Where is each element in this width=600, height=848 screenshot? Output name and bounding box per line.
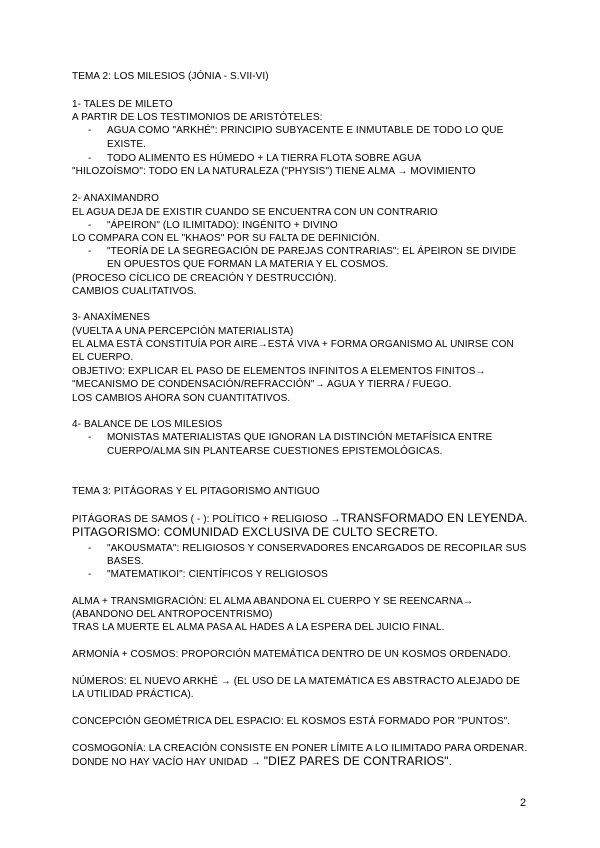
tales-hilozoismo: "HILOZOÍSMO": TODO EN LA NATURALEZA ("PHYSIS") TIENE ALMA → MOVIMIENTO: [72, 166, 476, 177]
balance-bullet-1-cont: CUERPO/ALMA SIN PLANTEARSE CUESTIONES EPISTEMOLÓGICAS.: [107, 446, 443, 457]
tales-bullet-1-cont: EXISTE.: [107, 139, 147, 150]
bullet-dash: -: [88, 432, 92, 443]
anaximandro-heading: 2- ANAXIMANDRO: [72, 193, 159, 204]
anaximenes-line-6: LOS CAMBIOS AHORA SON CUANTITATIVOS.: [72, 393, 291, 404]
bullet-dash: -: [88, 246, 92, 257]
anaximandro-line-1: EL AGUA DEJA DE EXISTIR CUANDO SE ENCUENTRA CON UN CONTRARIO: [72, 207, 438, 218]
pitagoras-leyenda: TRANSFORMADO EN LEYENDA.: [340, 511, 528, 525]
anaximenes-line-1: (VUELTA A UNA PERCEPCIÓN MATERIALISTA): [72, 326, 294, 337]
tales-bullet-2: TODO ALIMENTO ES HÚMEDO + LA TIERRA FLOTA SOBRE AGUA: [107, 153, 422, 164]
balance-heading: 4- BALANCE DE LOS MILESIOS: [72, 419, 223, 430]
tema2-title: TEMA 2: LOS MILESIOS (JÓNIA - S.VII-VI): [72, 71, 269, 82]
numeros-line-1: NÚMEROS: EL NUEVO ARKHÉ → (EL USO DE LA MATEMÁTICA ES ABSTRACTO ALEJADO DE: [72, 676, 521, 687]
anaximenes-heading: 3- ANAXÍMENES: [72, 312, 150, 323]
pitagoras-line-1: [72, 512, 528, 526]
akousmata-bullet-cont: BASES.: [107, 556, 144, 567]
bullet-dash: -: [88, 125, 92, 136]
tales-heading: 1- TALES DE MILETO: [72, 99, 173, 110]
geometria-line: CONCEPCIÓN GEOMÉTRICA DEL ESPACIO: EL KOSMOS ESTÁ FORMADO POR "PUNTOS".: [72, 716, 511, 727]
bullet-dash: -: [88, 569, 92, 580]
matematikoi-bullet: "MATEMATIKOI": CIENTÍFICOS Y RELIGIOSOS: [107, 569, 328, 580]
bullet-dash: -: [88, 153, 92, 164]
pitagorismo-line: PITAGORISMO: COMUNIDAD EXCLUSIVA DE CULTO SECRETO.: [72, 525, 438, 539]
tema3-title: TEMA 3: PITÁGORAS Y EL PITAGORISMO ANTIGUO: [72, 486, 320, 497]
anaximandro-line-2: LO COMPARA CON EL "KHAOS" POR SU FALTA DE DEFINICIÓN.: [72, 233, 380, 244]
cosmogonia-line-2-text: DONDE NO HAY VACÍO HAY UNIDAD →: [72, 757, 264, 768]
armonia-line: ARMONÍA + COSMOS: PROPORCIÓN MATEMÁTICA DENTRO DE UN KOSMOS ORDENADO.: [72, 649, 511, 660]
tales-intro: A PARTIR DE LOS TESTIMONIOS DE ARISTÓTELES:: [72, 112, 323, 123]
anaximandro-line-4: CAMBIOS CUALITATIVOS.: [72, 286, 197, 297]
alma-line-1: ALMA + TRANSMIGRACIÓN: EL ALMA ABANDONA EL CUERPO Y SE REENCARNA→: [72, 596, 474, 607]
pitagoras-line-1-text: PITÁGORAS DE SAMOS ( - ): POLÍTICO + RELIGIOSO →: [72, 514, 341, 525]
anaximenes-line-2: EL ALMA ESTÁ CONSTITUÍA POR AIRE→ESTÁ VIVA + FORMA ORGANISMO AL UNIRSE CON: [72, 339, 514, 350]
bullet-dash: -: [88, 220, 92, 231]
page-number: 2: [520, 797, 527, 809]
anaximandro-bullet-2-cont: EN OPUESTOS QUE FORMAN LA MATERIA Y EL COSMOS.: [107, 259, 389, 270]
cosmogonia-line-2: [72, 755, 452, 769]
diez-pares: "DIEZ PARES DE CONTRARIOS".: [263, 754, 453, 768]
bullet-dash: -: [88, 543, 92, 554]
anaximenes-line-4: OBJETIVO: EXPLICAR EL PASO DE ELEMENTOS INFINITOS A ELEMENTOS FINITOS→: [72, 366, 486, 377]
numeros-line-2: LA UTILIDAD PRÁCTICA).: [72, 689, 194, 700]
alma-line-3: TRAS LA MUERTE EL ALMA PASA AL HADES A LA ESPERA DEL JUICIO FINAL.: [72, 622, 445, 633]
tales-bullet-1: AGUA COMO "ARKHÉ": PRINCIPIO SUBYACENTE E INMUTABLE DE TODO LO QUE: [107, 125, 504, 136]
anaximandro-bullet-2: "TEORÍA DE LA SEGREGACIÓN DE PAREJAS CONTRARIAS": EL ÁPEIRON SE DIVIDE: [107, 246, 517, 257]
akousmata-bullet: "AKOUSMATA": RELIGIOSOS Y CONSERVADORES ENCARGADOS DE RECOPILAR SUS: [107, 543, 527, 554]
cosmogonia-line-1: COSMOGONÍA: LA CREACIÓN CONSISTE EN PONER LÍMITE A LO ILIMITADO PARA ORDENAR.: [72, 743, 528, 754]
anaximenes-line-5: "MECANISMO DE CONDENSACIÓN/REFRACCIÓN"→ AGUA Y TIERRA / FUEGO.: [72, 379, 452, 390]
balance-bullet-1: MONISTAS MATERIALISTAS QUE IGNORAN LA DISTINCIÓN METAFÍSICA ENTRE: [107, 432, 493, 443]
anaximandro-bullet-1: "ÁPEIRON" (LO ILIMITADO): INGÉNITO + DIVINO: [107, 220, 338, 231]
anaximandro-line-3: (PROCESO CÍCLICO DE CREACIÓN Y DESTRUCCIÓN).: [72, 273, 337, 284]
alma-line-2: (ABANDONO DEL ANTROPOCENTRISMO): [72, 609, 273, 620]
anaximenes-line-3: EL CUERPO.: [72, 352, 134, 363]
